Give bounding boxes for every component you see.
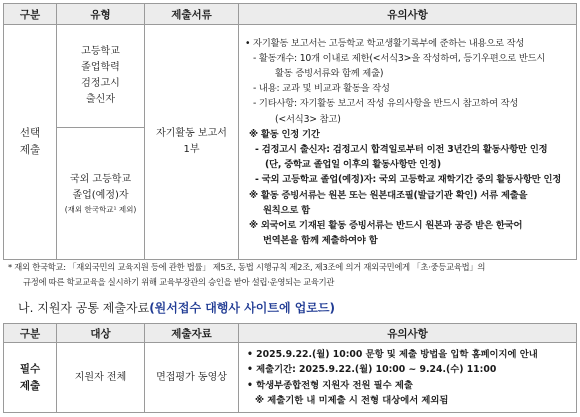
header-category: 구분 bbox=[4, 4, 57, 25]
required-category-cell: 필수 제출 bbox=[4, 343, 57, 413]
target-cell: 지원자 전체 bbox=[57, 343, 145, 413]
common-submission-table bbox=[3, 323, 577, 413]
section-heading-emphasis: (원서접수 대행사 사이트에 업로드) bbox=[149, 301, 335, 315]
type-ged-cell: 고등학교 졸업학력 검정고시 출신자 bbox=[57, 25, 145, 128]
notes-cell: • 2025.9.22.(월) 10:00 문항 및 제출 방법을 입학 홈페이지에 안내 • 제출기간: 2025.9.22.(월) 10:00 ~ 9.24.(수) 11:00 • 학생부종합전형 지원자 전원 필수 제출 ※ 제출기한 내 미제출 시 전형 대상에서 제외됨 bbox=[239, 343, 577, 413]
footnote: * 재외 한국학교: 「재외국민의 교육지원 등에 관한 법률」 제5조, 동법 시행규칙 제2조, 제3조에 의거 재외국민에게 「초·중등교육법」의 규정에 따른 학교교육을 실시하기 위해 교육부장관의 승인을 받아 설립·운영되는 교육기관 bbox=[8, 262, 486, 287]
category-cell: 선택 제출 bbox=[4, 25, 57, 260]
section-heading: 나. 지원자 공통 제출자료(원서접수 대행사 사이트에 업로드) bbox=[18, 301, 335, 315]
header-material: 제출자료 bbox=[145, 324, 239, 343]
type-overseas-cell: 국외 고등학교 졸업(예정)자 (재외 한국학교¹ 제외) bbox=[57, 128, 145, 260]
header-document: 제출서류 bbox=[145, 4, 239, 25]
header-type: 유형 bbox=[57, 4, 145, 25]
notes-cell: • 자기활동 보고서는 고등학교 학교생활기록부에 준하는 내용으로 작성 - 활동개수: 10개 이내로 제한(<서식3>을 작성하여, 등기우편으로 반드시 활동 증빙서류와 함께 제출) - 내용: 교과 및 비교과 활동을 작성 - 기타사항: 자기활동 보고서 작성 유의사항을 반드시 참고하여 작성 (<서식3> 참고) ※ 활동 인정 기간 - 검정고시 출신자: 검정고시 합격일로부터 이전 3년간의 활동사항만 인정 (단, 중학교 졸업일 이후의 활동사항만 인정) - 국외 고등학교 졸업(예정)자: 국외 고등학교 재학기간 중의 활동사항만 인정 ※ 활동 증빙서류는 원본 또는 원본대조필(발급기관 확인) 서류 제출을 원칙으로 함 ※ 외국어로 기재된 활동 증빙서류는 반드시 원본과 공증 받은 한국어 번역본을 함께 제출하여야 함 bbox=[239, 25, 577, 260]
header-notes: 유의사항 bbox=[239, 4, 577, 25]
header-target: 대상 bbox=[57, 324, 145, 343]
header-category: 구분 bbox=[4, 324, 57, 343]
header-notes: 유의사항 bbox=[239, 324, 577, 343]
document-requirements-table bbox=[3, 3, 577, 260]
material-cell: 면접평가 동영상 bbox=[145, 343, 239, 413]
document-cell: 자기활동 보고서 1부 bbox=[145, 25, 239, 260]
